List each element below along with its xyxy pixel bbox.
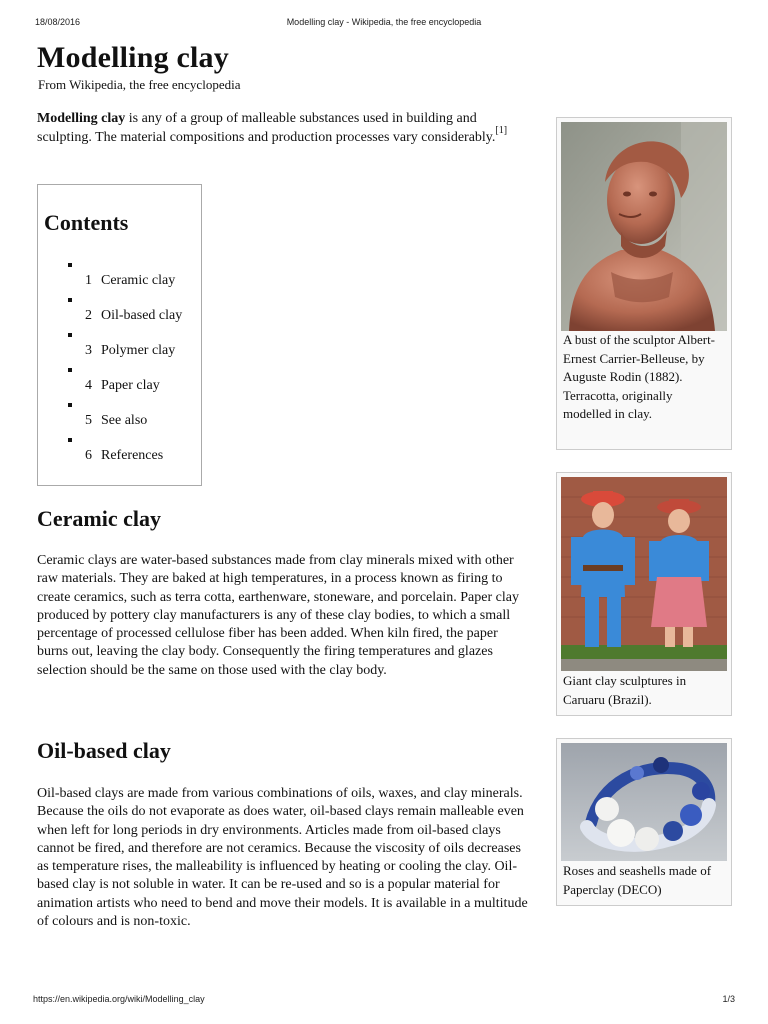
toc-item-link[interactable]: Paper clay — [101, 378, 160, 393]
toc-item-number: 2 — [85, 308, 92, 323]
toc-item-references[interactable] — [38, 432, 203, 467]
toc-item-link[interactable]: Oil-based clay — [101, 308, 183, 323]
toc-list — [38, 257, 203, 467]
print-date: 18/08/2016 — [35, 17, 81, 27]
toc-item-link[interactable]: Polymer clay — [101, 343, 176, 358]
print-header — [0, 17, 768, 31]
reference-link-1[interactable]: [1] — [495, 125, 508, 137]
bust-image[interactable] — [561, 122, 727, 331]
bullet-icon — [68, 403, 72, 407]
toc-item-number: 4 — [85, 378, 92, 393]
ceramic-clay-paragraph: Ceramic clays are water-based substances made from clay minerals mixed with other raw materials. They are baked at high temperatures, in a process known as firing to create ceramics, such as terra cotta, earthenware, stoneware, and porcelain. Paper clay produced by pottery clay manufacturers is any of these clay bodies, to which a small percentage of processed cellulose fiber has been added. When kiln fired, the paper burns out, leaving the clay body. Consequently the firing temperatures and glazes selection should be the same on those used with the clay body. — [37, 553, 519, 678]
table-of-contents — [37, 184, 202, 486]
figure-roses-seashells — [556, 738, 732, 906]
print-page-title: Modelling clay - Wikipedia, the free encyclopedia — [286, 17, 482, 27]
toc-item-oil-based-clay[interactable] — [38, 292, 203, 327]
toc-heading: Contents — [44, 210, 129, 235]
page-title: Modelling clay — [37, 41, 229, 74]
intro-text: is any of a group of malleable substances used in building and sculpting. The material compositions and production processes vary considerably. — [37, 111, 496, 145]
intro-paragraph — [37, 109, 532, 147]
bullet-icon — [68, 333, 72, 337]
print-footer — [0, 994, 768, 1008]
toc-item-number: 6 — [85, 448, 92, 463]
bust-caption: A bust of the sculptor Albert-Ernest Carrier-Belleuse, by Auguste Rodin (1882). Terracotta, originally modelled in clay. — [563, 332, 716, 421]
roses-seashells-caption: Roses and seashells made of Paperclay (DECO) — [563, 863, 712, 897]
print-url: https://en.wikipedia.org/wiki/Modelling_clay — [33, 994, 205, 1004]
bullet-icon — [68, 298, 72, 302]
bullet-icon — [68, 368, 72, 372]
bullet-icon — [68, 263, 72, 267]
section-heading-ceramic-clay: Ceramic clay — [37, 506, 161, 531]
toc-item-polymer-clay[interactable] — [38, 327, 203, 362]
toc-item-number: 3 — [85, 343, 92, 358]
toc-item-link[interactable]: See also — [101, 413, 148, 428]
giant-sculptures-caption: Giant clay sculptures in Caruaru (Brazil). — [563, 673, 687, 707]
giant-sculptures-image[interactable] — [561, 477, 727, 671]
roses-seashells-image[interactable] — [561, 743, 727, 861]
figure-bust — [556, 117, 732, 450]
toc-item-ceramic-clay[interactable] — [38, 257, 203, 292]
print-page-number: 1/3 — [722, 994, 735, 1004]
page-subtitle: From Wikipedia, the free encyclopedia — [38, 77, 241, 92]
toc-item-link[interactable]: Ceramic clay — [101, 273, 176, 288]
figure-giant-sculptures — [556, 472, 732, 716]
toc-item-number: 1 — [85, 273, 92, 288]
toc-item-paper-clay[interactable] — [38, 362, 203, 397]
toc-item-link[interactable]: References — [101, 448, 164, 463]
bullet-icon — [68, 438, 72, 442]
toc-item-see-also[interactable] — [38, 397, 203, 432]
oil-based-clay-paragraph: Oil-based clays are made from various combinations of oils, waxes, and clay minerals. Because the oils do not evaporate as does water, oil-based clays remain malleable even when left for long periods in dry environments. Articles made from oil-based clays cannot be fired, and therefore are not ceramics. Because the viscosity of oils decreases as temperature rises, the malleability is influenced by heating or cooling the clay. Oil-based clay is not soluble in water. It can be re-used and so is a popular material for animation artists who need to bend and move their models. It is available in a multitude of colours and is non-toxic. — [37, 786, 528, 930]
intro-term: Modelling clay — [37, 111, 126, 126]
section-heading-oil-based-clay: Oil-based clay — [37, 738, 171, 763]
toc-item-number: 5 — [85, 413, 92, 428]
